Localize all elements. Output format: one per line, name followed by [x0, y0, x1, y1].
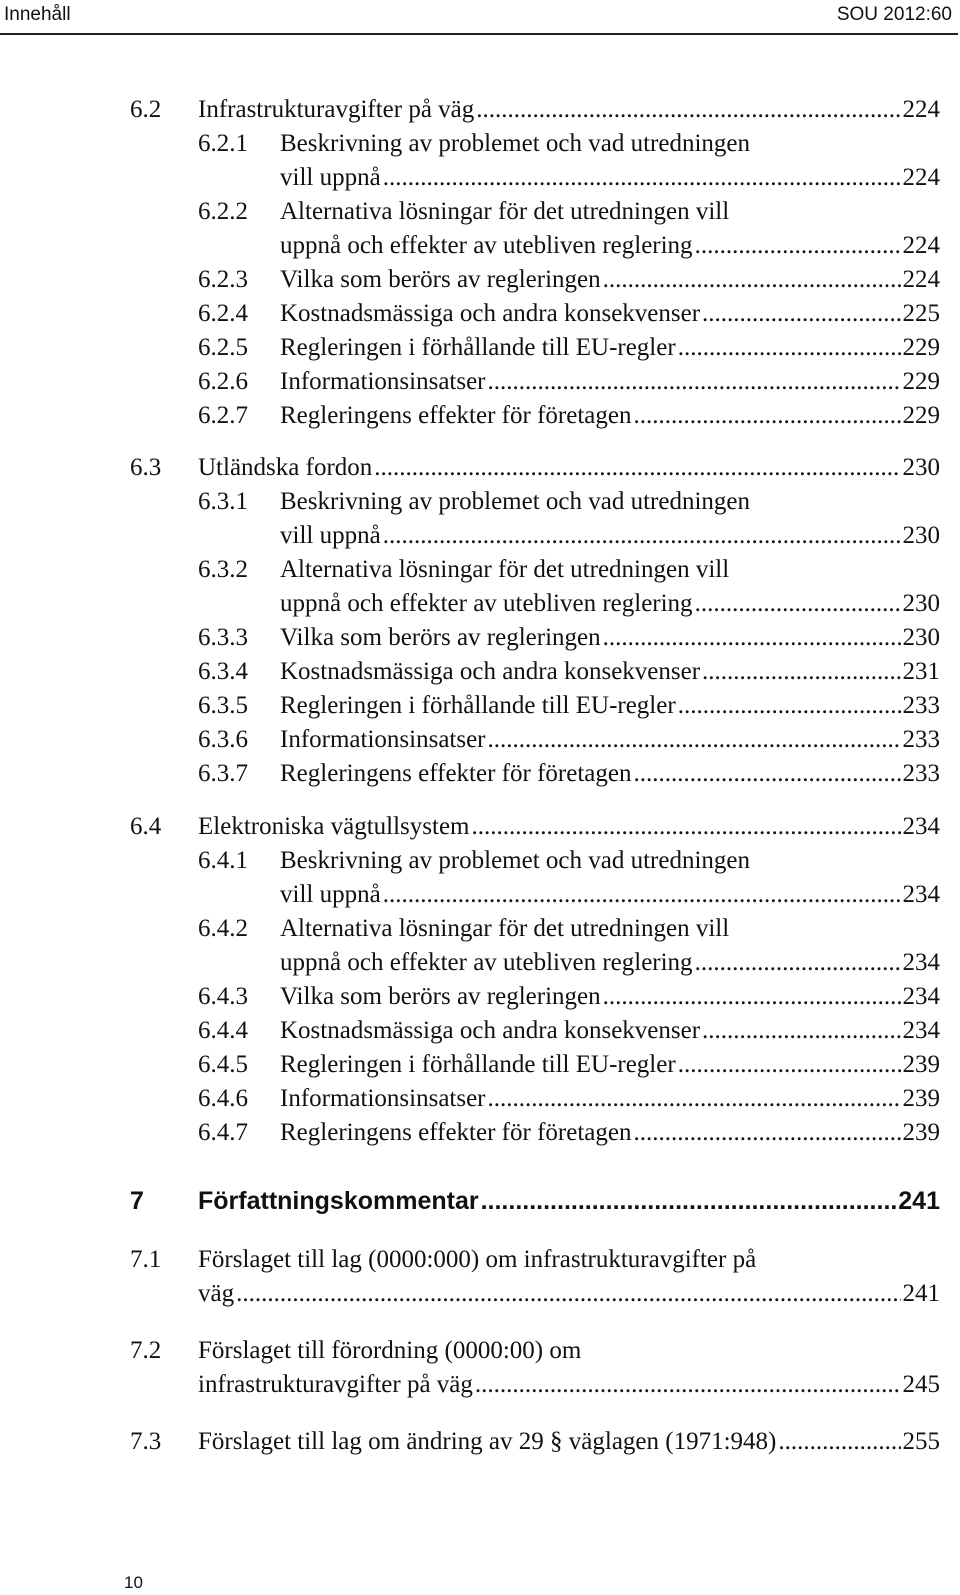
dot-leader: [695, 946, 901, 980]
toc-entry-title: Förslaget till förordning (0000:00) om: [198, 1337, 582, 1364]
toc-entry-number: 7.3: [130, 1428, 162, 1455]
toc-entry-title: Beskrivning av problemet och vad utredningen: [280, 488, 751, 515]
toc-entry[interactable]: [0, 655, 960, 689]
toc-entry-number: 6.2.4: [198, 300, 248, 327]
toc-entry-number: 6.3.7: [198, 760, 248, 787]
dot-leader: [488, 1082, 901, 1116]
toc-entry-title: Vilka som berörs av regleringen: [280, 266, 601, 293]
dot-leader: [475, 1368, 901, 1402]
toc-entry-number: 6.4.4: [198, 1017, 248, 1044]
toc-entry[interactable]: [0, 621, 960, 655]
toc-entry-page: 225: [902, 300, 940, 327]
toc-entry-number: 6.3.4: [198, 658, 248, 685]
toc-entry-page: 224: [902, 96, 940, 123]
toc-entry-number: 6.2.2: [198, 198, 248, 225]
toc-entry-number: 6.2.3: [198, 266, 248, 293]
toc-entry-title: väg: [198, 1280, 235, 1307]
toc-entry[interactable]: [0, 1425, 960, 1459]
toc-entry-title: Informationsinsatser: [280, 368, 486, 395]
toc-entry-title: Alternativa lösningar för det utredningen vill: [280, 198, 730, 225]
toc-entry-page: 233: [902, 760, 940, 787]
toc-entry-page: 230: [902, 624, 940, 651]
toc-entry-number: 6.3.6: [198, 726, 248, 753]
toc-entry[interactable]: [0, 485, 960, 553]
toc-entry-title: Regleringens effekter för företagen: [280, 760, 632, 787]
toc-entry-page: 229: [902, 368, 940, 395]
dot-leader: [778, 1425, 900, 1459]
toc-entry-title: vill uppnå: [280, 522, 381, 549]
toc-entry-number: 6.4.6: [198, 1085, 248, 1112]
dot-leader: [702, 1014, 900, 1048]
toc-entry-title: Kostnadsmässiga och andra konsekvenser: [280, 658, 701, 685]
dot-leader: [236, 1277, 900, 1311]
dot-leader: [695, 229, 901, 263]
toc-entry-number: 6.2.6: [198, 368, 248, 395]
toc-entry-number: 6.4.1: [198, 847, 248, 874]
toc-entry[interactable]: [0, 1082, 960, 1116]
toc-entry-page: 239: [902, 1119, 940, 1146]
toc-entry-page: 230: [902, 454, 940, 481]
toc-entry-number: 6.3.1: [198, 488, 248, 515]
toc-entry[interactable]: [0, 365, 960, 399]
dot-leader: [603, 263, 901, 297]
running-header-report-id: SOU 2012:60: [836, 4, 952, 25]
dot-leader: [383, 161, 901, 195]
toc-entry-number: 6.3.2: [198, 556, 248, 583]
dot-leader: [702, 297, 900, 331]
toc-entry-title: infrastrukturavgifter på väg: [198, 1371, 473, 1398]
toc-entry-title: Regleringens effekter för företagen: [280, 1119, 632, 1146]
toc-entry-page: 224: [902, 266, 940, 293]
toc-entry-title: uppnå och effekter av utebliven reglering: [280, 232, 693, 259]
toc-entry-page: 239: [902, 1051, 940, 1078]
dot-leader: [481, 1184, 897, 1218]
toc-entry[interactable]: [0, 297, 960, 331]
toc-entry-page: 239: [902, 1085, 940, 1112]
toc-entry-title: Regleringen i förhållande till EU-regler: [280, 334, 676, 361]
toc-entry-title: Förslaget till lag (0000:000) om infrastrukturavgifter på: [198, 1246, 757, 1273]
toc-entry-title: vill uppnå: [280, 164, 381, 191]
toc-entry[interactable]: [0, 689, 960, 723]
toc-entry[interactable]: [0, 723, 960, 757]
toc-entry-title: Infrastrukturavgifter på väg: [198, 96, 475, 123]
toc-entry-title: Regleringen i förhållande till EU-regler: [280, 692, 676, 719]
toc-entry[interactable]: [0, 912, 960, 980]
dot-leader: [633, 757, 900, 791]
toc-entry-page: 230: [902, 522, 940, 549]
toc-entry-title: uppnå och effekter av utebliven reglering: [280, 590, 693, 617]
toc-entry-title: Vilka som berörs av regleringen: [280, 624, 601, 651]
toc-entry-title: Vilka som berörs av regleringen: [280, 983, 601, 1010]
toc-entry-page: 241: [898, 1187, 940, 1215]
dot-leader: [678, 331, 901, 365]
toc-entry-page: 255: [902, 1428, 940, 1455]
dot-leader: [603, 980, 901, 1014]
dot-leader: [488, 365, 901, 399]
toc-entry[interactable]: [0, 399, 960, 433]
toc-entry-page: 241: [902, 1280, 940, 1307]
toc-entry-page: 234: [902, 1017, 940, 1044]
running-header-section: Innehåll: [4, 4, 71, 25]
toc-entry-number: 6.3: [130, 454, 162, 481]
dot-leader: [476, 93, 900, 127]
toc-entry-page: 230: [902, 590, 940, 617]
toc-entry-title: Beskrivning av problemet och vad utredningen: [280, 847, 751, 874]
toc-entry-number: 6.2.5: [198, 334, 248, 361]
toc-entry-title: Beskrivning av problemet och vad utredningen: [280, 130, 751, 157]
toc-entry[interactable]: [0, 93, 960, 127]
toc-entry-number: 6.3.5: [198, 692, 248, 719]
toc-entry-title: Förslaget till lag om ändring av 29 § väglagen (1971:948): [198, 1428, 777, 1455]
toc-entry-title: Regleringens effekter för företagen: [280, 402, 632, 429]
toc-entry[interactable]: [0, 980, 960, 1014]
toc-entry-page: 234: [902, 881, 940, 908]
toc-entry-title: Alternativa lösningar för det utredningen vill: [280, 556, 730, 583]
toc-entry-number: 7.2: [130, 1337, 162, 1364]
toc-entry-title: Författningskommentar: [198, 1187, 479, 1215]
toc-entry[interactable]: [0, 1014, 960, 1048]
toc-entry-number: 7.1: [130, 1246, 162, 1273]
dot-leader: [374, 451, 900, 485]
toc-entry[interactable]: [0, 451, 960, 485]
toc-entry-number: 6.3.3: [198, 624, 248, 651]
toc-entry[interactable]: [0, 127, 960, 195]
toc-entry-title: Regleringen i förhållande till EU-regler: [280, 1051, 676, 1078]
toc-entry-page: 233: [902, 692, 940, 719]
toc-entry-title: uppnå och effekter av utebliven reglering: [280, 949, 693, 976]
toc-entry-title: Informationsinsatser: [280, 1085, 486, 1112]
toc-entry-page: 234: [902, 983, 940, 1010]
toc-entry[interactable]: [0, 1334, 960, 1402]
toc-entry-page: 245: [902, 1371, 940, 1398]
dot-leader: [383, 519, 901, 553]
dot-leader: [633, 399, 900, 433]
dot-leader: [471, 810, 900, 844]
toc-entry-page: 231: [902, 658, 940, 685]
toc-entry-title: Elektroniska vägtullsystem: [198, 813, 470, 840]
toc-entry-title: Alternativa lösningar för det utredningen vill: [280, 915, 730, 942]
dot-leader: [603, 621, 901, 655]
toc-entry-number: 6.4.7: [198, 1119, 248, 1146]
toc-entry-page: 234: [902, 949, 940, 976]
toc-entry[interactable]: [0, 263, 960, 297]
toc-entry[interactable]: [0, 757, 960, 791]
toc-entry[interactable]: [0, 553, 960, 621]
dot-leader: [702, 655, 900, 689]
toc-entry-number: 6.2.7: [198, 402, 248, 429]
dot-leader: [678, 1048, 901, 1082]
toc-entry-page: 229: [902, 334, 940, 361]
toc-entry[interactable]: [0, 1048, 960, 1082]
toc-entry-title: Kostnadsmässiga och andra konsekvenser: [280, 1017, 701, 1044]
page-number: 10: [124, 1573, 143, 1592]
toc-entry-number: 6.4.5: [198, 1051, 248, 1078]
toc-entry-page: 233: [902, 726, 940, 753]
toc-entry-page: 234: [902, 813, 940, 840]
toc-entry[interactable]: [0, 844, 960, 912]
dot-leader: [678, 689, 901, 723]
toc-entry-title: Utländska fordon: [198, 454, 373, 481]
toc-entry-number: 6.2: [130, 96, 162, 123]
toc-entry[interactable]: [0, 331, 960, 365]
toc-entry-title: vill uppnå: [280, 881, 381, 908]
toc-entry-number: 7: [130, 1187, 144, 1215]
toc-entry-number: 6.4.2: [198, 915, 248, 942]
toc-entry-page: 224: [902, 232, 940, 259]
toc-entry-page: 229: [902, 402, 940, 429]
toc-entry[interactable]: [0, 810, 960, 844]
toc-entry-page: 224: [902, 164, 940, 191]
toc-entry-number: 6.2.1: [198, 130, 248, 157]
toc-entry[interactable]: [0, 1116, 960, 1150]
toc-entry[interactable]: [0, 195, 960, 263]
toc-entry-title: Kostnadsmässiga och andra konsekvenser: [280, 300, 701, 327]
toc-entry-number: 6.4: [130, 813, 162, 840]
toc-entry-title: Informationsinsatser: [280, 726, 486, 753]
dot-leader: [383, 878, 901, 912]
dot-leader: [633, 1116, 900, 1150]
toc-entry-number: 6.4.3: [198, 983, 248, 1010]
toc-entry[interactable]: [0, 1184, 960, 1218]
dot-leader: [695, 587, 901, 621]
dot-leader: [488, 723, 901, 757]
toc-entry[interactable]: [0, 1243, 960, 1311]
